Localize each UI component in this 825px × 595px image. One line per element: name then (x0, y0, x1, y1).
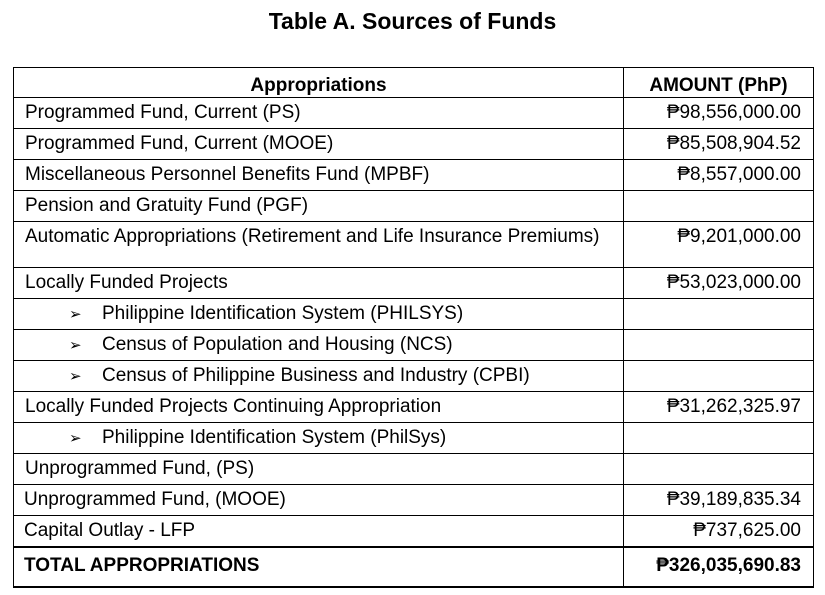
row-amount (624, 330, 814, 361)
row-label: Unprogrammed Fund, (MOOE) (14, 485, 624, 516)
table-row (14, 98, 814, 129)
table-row (14, 129, 814, 160)
row-label: Automatic Appropriations (Retirement and Life Insurance Premiums) (14, 222, 624, 268)
row-amount: ₱39,189,835.34 (624, 485, 814, 516)
row-label: Census of Population and Housing (NCS) (102, 334, 453, 355)
table-row-sub (14, 330, 814, 361)
row-label: Census of Philippine Business and Industry (CPBI) (102, 365, 530, 386)
row-amount: ₱9,201,000.00 (624, 222, 814, 268)
row-amount: ₱85,508,904.52 (624, 129, 814, 160)
row-amount (624, 299, 814, 330)
row-label: Miscellaneous Personnel Benefits Fund (MPBF) (14, 160, 624, 191)
arrow-bullet-icon: ➢ (69, 368, 82, 385)
total-label: TOTAL APPROPRIATIONS (14, 547, 624, 587)
sources-of-funds-table (13, 67, 814, 588)
arrow-bullet-icon: ➢ (69, 337, 82, 354)
table-row (14, 222, 814, 268)
row-label: Unprogrammed Fund, (PS) (14, 454, 624, 485)
row-label: Locally Funded Projects (14, 268, 624, 299)
row-amount (624, 423, 814, 454)
row-label: Programmed Fund, Current (MOOE) (14, 129, 624, 160)
table-row (14, 160, 814, 191)
header-amount: AMOUNT (PhP) (624, 68, 814, 98)
table-row (14, 454, 814, 485)
row-amount: ₱53,023,000.00 (624, 268, 814, 299)
header-appropriations: Appropriations (14, 68, 624, 98)
table-row-sub (14, 423, 814, 454)
row-amount (624, 361, 814, 392)
row-label: Pension and Gratuity Fund (PGF) (14, 191, 624, 222)
row-label: Philippine Identification System (PhilSys) (102, 427, 447, 448)
row-amount (624, 454, 814, 485)
total-amount: ₱326,035,690.83 (624, 547, 814, 587)
row-amount: ₱8,557,000.00 (624, 160, 814, 191)
table-row (14, 392, 814, 423)
table-row (14, 191, 814, 222)
arrow-bullet-icon: ➢ (69, 306, 82, 323)
row-label: Locally Funded Projects Continuing Appropriation (14, 392, 624, 423)
row-amount: ₱31,262,325.97 (624, 392, 814, 423)
row-label: Programmed Fund, Current (PS) (14, 98, 624, 129)
table-row (14, 485, 814, 516)
table-row-sub (14, 361, 814, 392)
row-amount: ₱98,556,000.00 (624, 98, 814, 129)
row-label: Philippine Identification System (PHILSYS) (102, 303, 464, 324)
total-row (14, 547, 814, 587)
row-amount: ₱737,625.00 (624, 516, 814, 547)
table-row (14, 268, 814, 299)
row-amount (624, 191, 814, 222)
table-row-sub (14, 299, 814, 330)
table-header-row (14, 68, 814, 98)
row-label: Capital Outlay - LFP (14, 516, 624, 547)
table-title: Table A. Sources of Funds (268, 8, 557, 34)
arrow-bullet-icon: ➢ (69, 430, 82, 447)
table-row (14, 516, 814, 547)
